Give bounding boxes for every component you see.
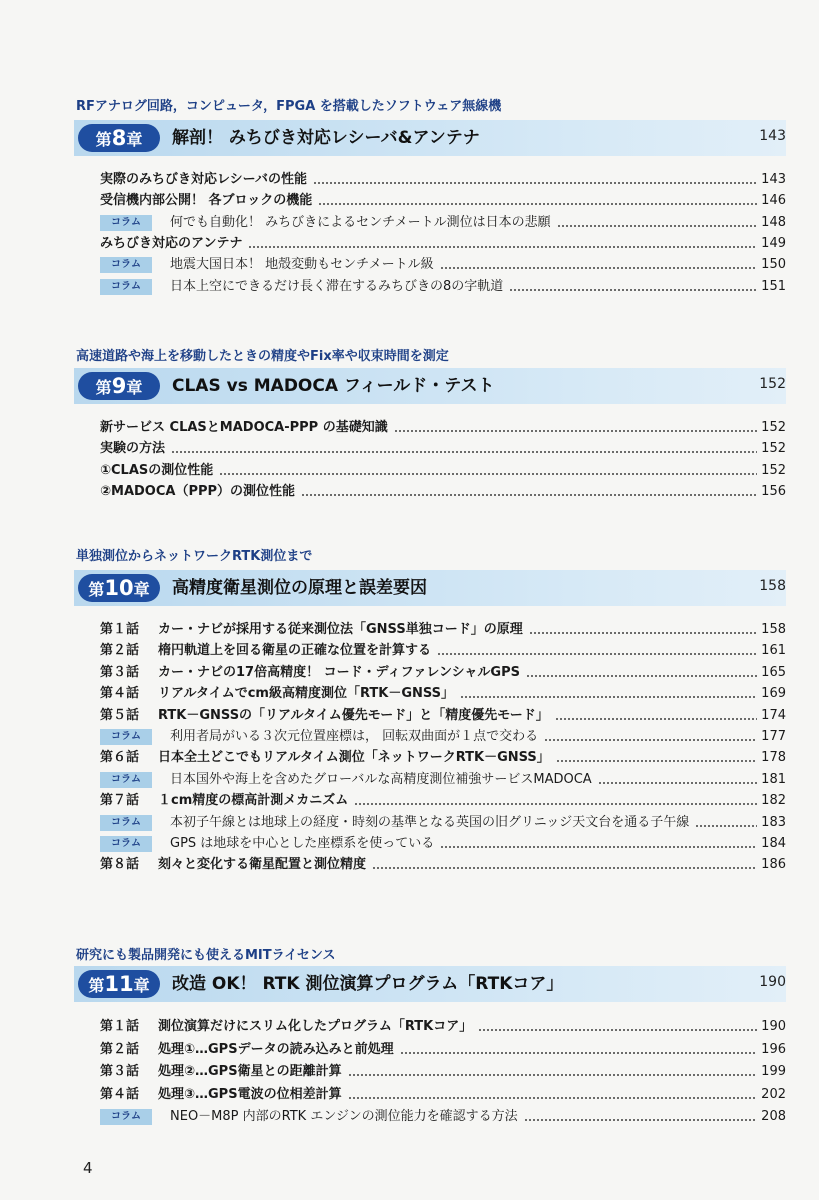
entry-title: 日本国外や海上を含めたグローバルな高精度測位補強サービスMADOCA bbox=[170, 771, 592, 787]
entry-title: カー・ナビが採用する従来測位法「GNSS単独コード」の原理 bbox=[158, 622, 523, 637]
column-entry bbox=[100, 727, 786, 747]
story-entry bbox=[100, 748, 786, 768]
story-number: 第２話 bbox=[100, 643, 140, 659]
entry-title: ②MADOCA（PPP）の測位性能 bbox=[100, 483, 296, 499]
entry-title: 処理②…GPS衛星との距離計算 bbox=[158, 1064, 342, 1079]
story-number: 第１話 bbox=[100, 1019, 140, 1034]
story-number: 第５話 bbox=[100, 707, 140, 723]
entry-page: 181 bbox=[761, 771, 786, 787]
entry-title: カー・ナビの17倍高精度！ コード・ディファレンシャルGPS bbox=[158, 664, 520, 680]
entry-title: 日本上空にできるだけ長く滞在するみちびきの8の字軌道 bbox=[170, 278, 504, 294]
story-number: 第８話 bbox=[100, 857, 140, 873]
entry-title: 処理③…GPS電波の位相差計算 bbox=[158, 1086, 342, 1102]
chapter-badge-prefix: 第 bbox=[88, 976, 105, 995]
dot-leader bbox=[313, 182, 757, 184]
story-entry bbox=[100, 1062, 786, 1082]
entry-page: 149 bbox=[761, 235, 786, 251]
entry-title: 実際のみちびき対応レシーバの性能 bbox=[100, 172, 308, 187]
chapter-11-badge bbox=[78, 970, 160, 998]
story-number: 第１話 bbox=[100, 622, 140, 637]
column-tag: コラム bbox=[100, 836, 152, 852]
entry-page: 178 bbox=[761, 750, 786, 766]
column-tag: コラム bbox=[100, 815, 152, 831]
dot-leader bbox=[301, 494, 757, 496]
chapter-8-intro: RFアナログ回路，コンピュータ，FPGA を搭載したソフトウェア無線機 bbox=[76, 99, 502, 114]
chapter-8-banner bbox=[74, 120, 786, 156]
dot-leader bbox=[529, 632, 757, 634]
entry-page: 161 bbox=[761, 643, 786, 659]
chapter-11-banner bbox=[74, 966, 786, 1002]
story-number: 第７話 bbox=[100, 793, 140, 809]
chapter-11-page: 190 bbox=[759, 974, 786, 990]
entry-page: 143 bbox=[761, 172, 786, 187]
chapter-badge-number: 8 bbox=[111, 126, 127, 150]
toc-entry bbox=[100, 418, 786, 438]
entry-title: 測位演算だけにスリム化したプログラム「RTKコア」 bbox=[158, 1019, 473, 1034]
dot-leader bbox=[695, 825, 757, 827]
entry-page: 190 bbox=[761, 1019, 786, 1034]
entry-title: 何でも自動化！ みちびきによるセンチメートル測位は日本の悲願 bbox=[170, 214, 551, 230]
entry-page: 152 bbox=[761, 462, 786, 478]
chapter-10-intro: 単独測位からネットワークRTK測位まで bbox=[76, 549, 313, 564]
dot-leader bbox=[437, 653, 757, 655]
entry-title: 本初子午線とは地球上の経度・時刻の基準となる英国の旧グリニッジ天文台を通る子午線 bbox=[170, 814, 690, 830]
entry-title: 地震大国日本！ 地殻変動もセンチメートル級 bbox=[170, 257, 434, 273]
chapter-badge-suffix: 章 bbox=[133, 580, 150, 599]
dot-leader bbox=[598, 782, 757, 784]
dot-leader bbox=[348, 1074, 758, 1076]
entry-title: 利用者局がいる３次元位置座標は， 回転双曲面が１点で交わる bbox=[170, 729, 539, 744]
entry-page: 152 bbox=[761, 420, 786, 435]
story-number: 第３話 bbox=[100, 1064, 140, 1079]
story-entry bbox=[100, 855, 786, 875]
story-entry bbox=[100, 1085, 786, 1105]
entry-page: 150 bbox=[761, 257, 786, 273]
story-number: 第４話 bbox=[100, 686, 140, 702]
entry-title: GPS は地球を中心とした座標系を使っている bbox=[170, 836, 435, 851]
toc-entry bbox=[100, 439, 786, 459]
entry-title: リアルタイムでcm級高精度測位「RTK－GNSS」 bbox=[158, 686, 455, 702]
chapter-badge-suffix: 章 bbox=[133, 976, 150, 995]
column-entry bbox=[100, 1107, 786, 1127]
chapter-badge-prefix: 第 bbox=[88, 580, 105, 599]
story-number: 第４話 bbox=[100, 1086, 140, 1102]
story-entry bbox=[100, 1040, 786, 1060]
toc-entry bbox=[100, 461, 786, 481]
entry-title: 刻々と変化する衛星配置と測位精度 bbox=[158, 857, 367, 873]
entry-title: １cm精度の標高計測メカニズム bbox=[158, 793, 349, 809]
column-tag: コラム bbox=[100, 729, 152, 745]
chapter-10-title: 高精度衛星測位の原理と誤差要因 bbox=[172, 578, 427, 598]
entry-page: 165 bbox=[761, 664, 786, 680]
entry-page: 186 bbox=[761, 857, 786, 873]
chapter-badge-number: 9 bbox=[111, 374, 127, 398]
entry-title: NEO－M8P 内部のRTK エンジンの測位能力を確認する方法 bbox=[170, 1109, 518, 1124]
chapter-11-title: 改造 OK！ RTK 測位演算プログラム「RTKコア」 bbox=[172, 974, 564, 994]
entry-page: 196 bbox=[761, 1041, 786, 1057]
column-tag: コラム bbox=[100, 279, 152, 295]
entry-page: 183 bbox=[761, 814, 786, 830]
chapter-badge-prefix: 第 bbox=[95, 378, 112, 397]
dot-leader bbox=[478, 1029, 757, 1031]
dot-leader bbox=[526, 675, 757, 677]
chapter-9-intro: 高速道路や海上を移動したときの精度やFix率や収束時間を測定 bbox=[76, 349, 449, 364]
dot-leader bbox=[544, 739, 757, 741]
entry-page: 177 bbox=[761, 729, 786, 744]
chapter-9-badge bbox=[78, 372, 160, 400]
dot-leader bbox=[555, 718, 757, 720]
toc-entry bbox=[100, 191, 786, 211]
entry-title: みちびき対応のアンテナ bbox=[100, 235, 243, 251]
chapter-8-badge bbox=[78, 124, 160, 152]
story-entry bbox=[100, 620, 786, 640]
column-entry bbox=[100, 834, 786, 854]
story-entry bbox=[100, 641, 786, 661]
dot-leader bbox=[440, 267, 758, 269]
entry-page: 174 bbox=[761, 707, 786, 723]
entry-page: 156 bbox=[761, 483, 786, 499]
chapter-badge-prefix: 第 bbox=[95, 130, 112, 149]
column-entry bbox=[100, 277, 786, 297]
story-entry bbox=[100, 706, 786, 726]
chapter-8-title: 解剖！ みちびき対応レシーバ&アンテナ bbox=[172, 128, 480, 148]
chapter-11-intro: 研究にも製品開発にも使えるMITライセンス bbox=[76, 948, 336, 963]
column-entry bbox=[100, 213, 786, 233]
story-entry bbox=[100, 684, 786, 704]
chapter-10-banner bbox=[74, 570, 786, 606]
column-entry bbox=[100, 255, 786, 275]
dot-leader bbox=[400, 1052, 758, 1054]
chapter-badge-suffix: 章 bbox=[126, 130, 143, 149]
entry-title: 実験の方法 bbox=[100, 441, 166, 457]
entry-page: 199 bbox=[761, 1064, 786, 1079]
story-entry bbox=[100, 663, 786, 683]
entry-page: 184 bbox=[761, 836, 786, 851]
entry-page: 158 bbox=[761, 622, 786, 637]
dot-leader bbox=[440, 846, 757, 848]
entry-page: 148 bbox=[761, 214, 786, 230]
dot-leader bbox=[460, 696, 757, 698]
dot-leader bbox=[248, 246, 757, 248]
column-entry bbox=[100, 770, 786, 790]
column-entry bbox=[100, 813, 786, 833]
chapter-badge-suffix: 章 bbox=[126, 378, 143, 397]
entry-title: ①CLASの測位性能 bbox=[100, 462, 214, 478]
dot-leader bbox=[394, 430, 757, 432]
entry-page: 182 bbox=[761, 793, 786, 809]
dot-leader bbox=[556, 760, 757, 762]
entry-title: 受信機内部公開！ 各ブロックの機能 bbox=[100, 193, 313, 209]
entry-page: 151 bbox=[761, 278, 786, 294]
story-number: 第２話 bbox=[100, 1041, 140, 1057]
toc-entry bbox=[100, 234, 786, 254]
chapter-badge-number: 10 bbox=[104, 576, 134, 600]
entry-page: 152 bbox=[761, 441, 786, 457]
chapter-9-banner bbox=[74, 368, 786, 404]
chapter-10-badge bbox=[78, 574, 160, 602]
dot-leader bbox=[171, 451, 757, 453]
story-entry bbox=[100, 791, 786, 811]
entry-title: 日本全土どこでもリアルタイム測位「ネットワークRTK－GNSS」 bbox=[158, 750, 550, 766]
dot-leader bbox=[372, 867, 757, 869]
column-tag: コラム bbox=[100, 1109, 152, 1125]
page-number: 4 bbox=[83, 1159, 93, 1177]
entry-title: 処理①…GPSデータの読み込みと前処理 bbox=[158, 1041, 394, 1057]
entry-title: 新サービス CLASとMADOCA-PPP の基礎知識 bbox=[100, 420, 388, 435]
dot-leader bbox=[354, 803, 757, 805]
chapter-badge-number: 11 bbox=[104, 972, 134, 996]
story-number: 第３話 bbox=[100, 664, 140, 680]
entry-title: RTK－GNSSの「リアルタイム優先モード」と「精度優先モード」 bbox=[158, 707, 549, 723]
entry-page: 208 bbox=[761, 1109, 786, 1124]
dot-leader bbox=[509, 289, 757, 291]
entry-page: 202 bbox=[761, 1086, 786, 1102]
chapter-9-page: 152 bbox=[759, 376, 786, 392]
dot-leader bbox=[219, 473, 757, 475]
entry-page: 169 bbox=[761, 686, 786, 702]
dot-leader bbox=[318, 203, 757, 205]
chapter-8-page: 143 bbox=[759, 128, 786, 144]
column-tag: コラム bbox=[100, 215, 152, 231]
dot-leader bbox=[557, 225, 758, 227]
toc-entry bbox=[100, 170, 786, 190]
column-tag: コラム bbox=[100, 772, 152, 788]
chapter-10-page: 158 bbox=[759, 578, 786, 594]
dot-leader bbox=[524, 1119, 758, 1121]
entry-page: 146 bbox=[761, 193, 786, 209]
chapter-9-title: CLAS vs MADOCA フィールド・テスト bbox=[172, 376, 495, 396]
story-number: 第６話 bbox=[100, 750, 140, 766]
dot-leader bbox=[348, 1097, 758, 1099]
column-tag: コラム bbox=[100, 257, 152, 273]
story-entry bbox=[100, 1017, 786, 1037]
entry-title: 楕円軌道上を回る衛星の正確な位置を計算する bbox=[158, 643, 432, 659]
toc-entry bbox=[100, 482, 786, 502]
